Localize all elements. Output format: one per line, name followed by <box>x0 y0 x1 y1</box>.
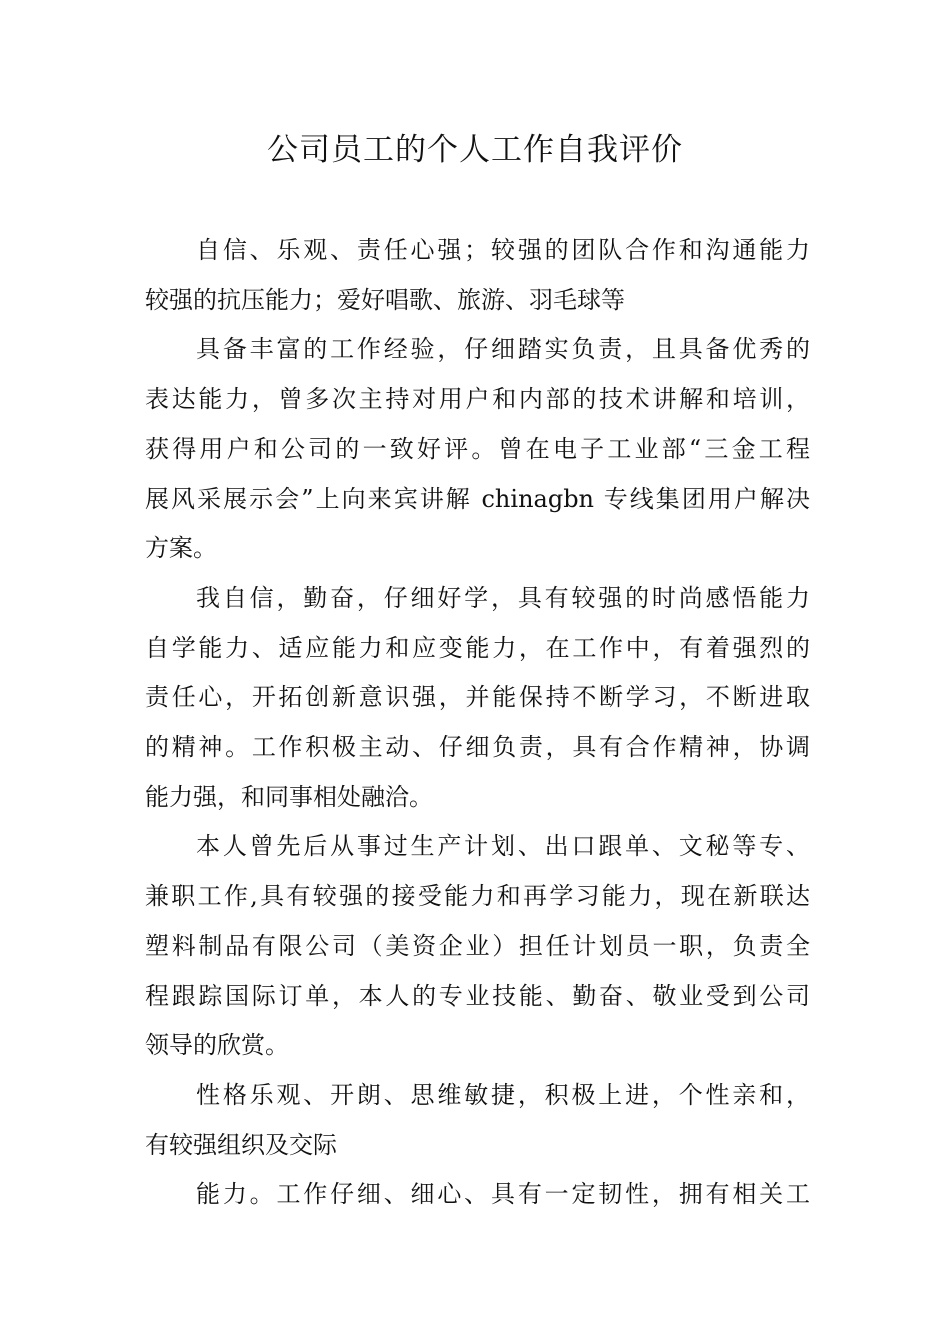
text-line: 展风采展示会”上向来宾讲解 chinagbn 专线集团用户解决 <box>145 484 810 513</box>
text-line: 方案。 <box>145 534 217 563</box>
document-title: 公司员工的个人工作自我评价 <box>267 132 683 168</box>
text-line: 程跟踪国际订单，本人的专业技能、勤奋、敬业受到公司 <box>145 981 810 1010</box>
text-line: 塑料制品有限公司（美资企业）担任计划员一职，负责全 <box>145 931 810 960</box>
text-line: 兼职工作,具有较强的接受能力和再学习能力，现在新联达 <box>145 882 810 911</box>
text-line: 的精神。工作积极主动、仔细负责，具有合作精神，协调 <box>145 733 810 762</box>
text-line: 具备丰富的工作经验，仔细踏实负责，且具备优秀的 <box>196 335 810 364</box>
text-line: 表达能力，曾多次主持对用户和内部的技术讲解和培训， <box>145 385 810 414</box>
text-line: 有较强组织及交际 <box>145 1130 337 1159</box>
text-line: 较强的抗压能力；爱好唱歌、旅游、羽毛球等 <box>145 285 625 314</box>
text-line: 领导的欣赏。 <box>145 1031 289 1060</box>
text-line: 获得用户和公司的一致好评。曾在电子工业部“三金工程 <box>145 434 810 463</box>
text-line: 性格乐观、开朗、思维敏捷，积极上进，个性亲和， <box>196 1080 810 1109</box>
text-line: 我自信，勤奋，仔细好学，具有较强的时尚感悟能力 <box>196 583 810 612</box>
text-line: 责任心，开拓创新意识强，并能保持不断学习，不断进取 <box>145 683 810 712</box>
text-line: 自学能力、适应能力和应变能力，在工作中，有着强烈的 <box>145 633 810 662</box>
document-body <box>145 226 810 1220</box>
text-line: 能力。工作仔细、细心、具有一定韧性，拥有相关工 <box>196 1180 810 1209</box>
text-line: 自信、乐观、责任心强；较强的团队合作和沟通能力 <box>196 236 810 264</box>
text-line: 能力强，和同事相处融洽。 <box>145 782 433 811</box>
text-line: 本人曾先后从事过生产计划、出口跟单、文秘等专、 <box>196 832 810 861</box>
